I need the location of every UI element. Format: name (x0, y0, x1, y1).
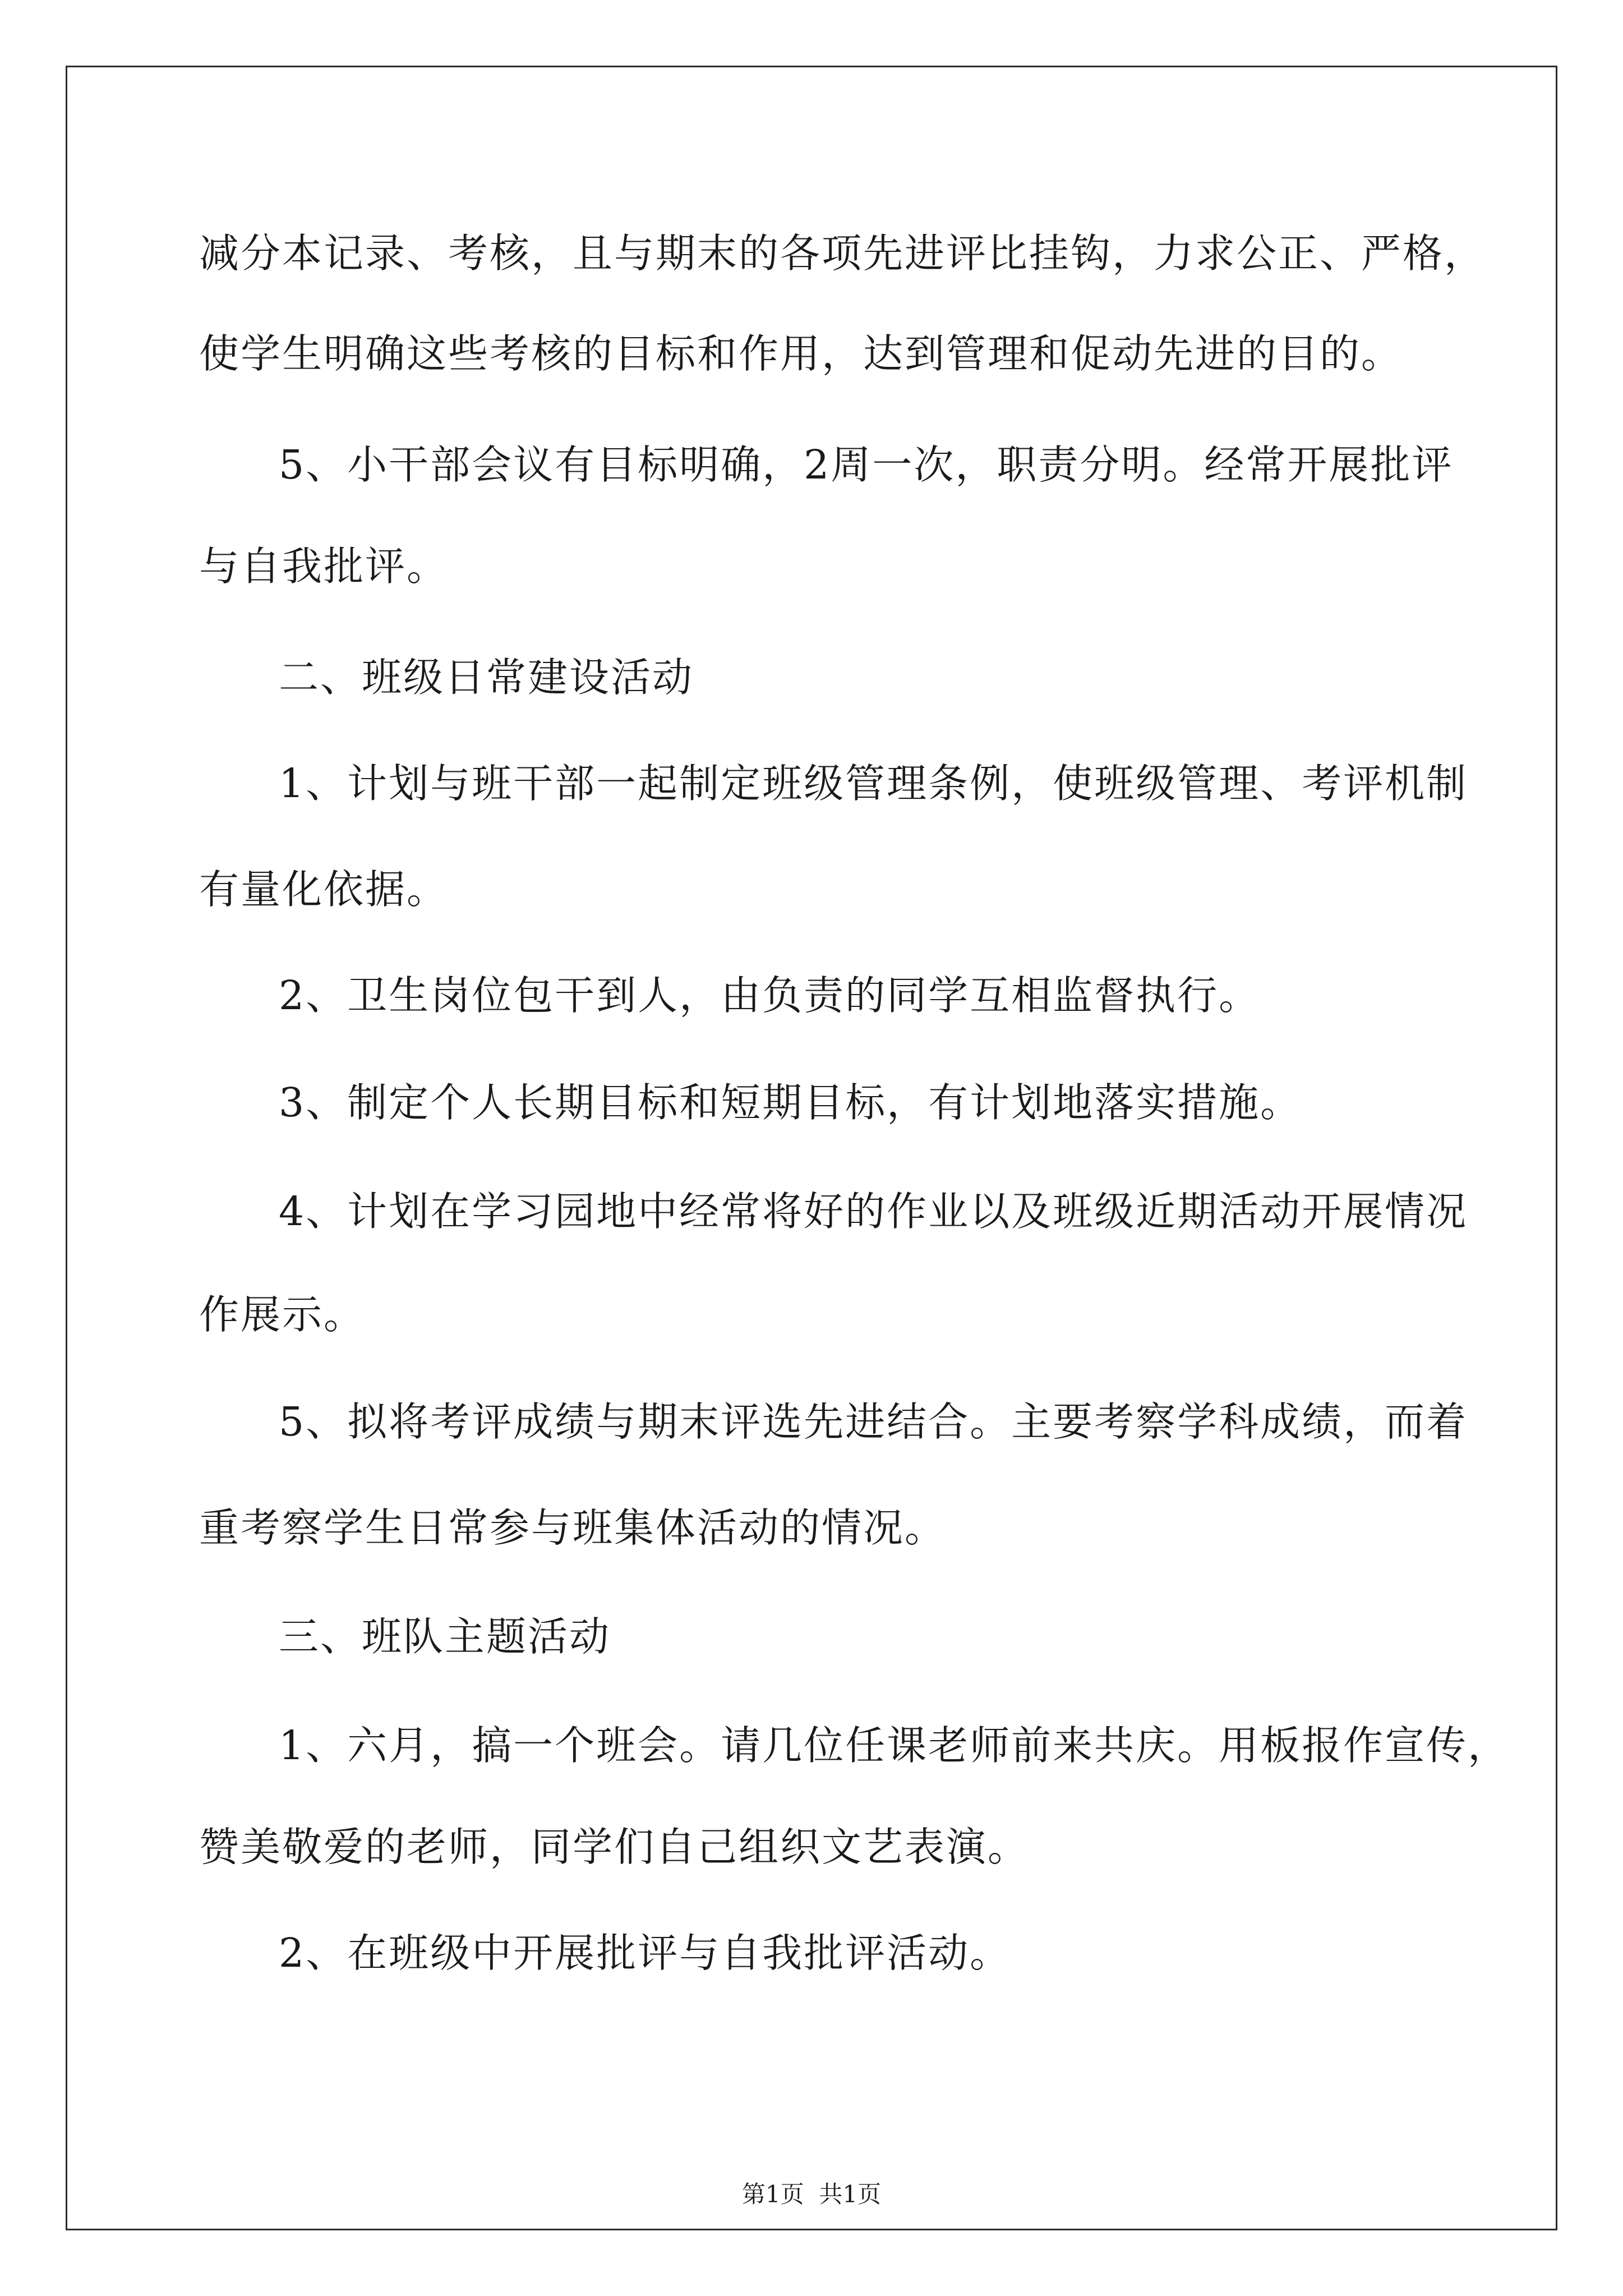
text-line-13: 重考察学生日常参与班集体活动的情况。 (199, 1504, 947, 1551)
text-line-9: 3、制定个人长期目标和短期目标，有计划地落实措施。 (279, 1079, 1302, 1126)
text-line-3: 5、小干部会议有目标明确，2周一次，职责分明。经常开展批评 (279, 441, 1454, 488)
text-line-16: 赞美敬爱的老师，同学们自己组织文艺表演。 (199, 1824, 1030, 1870)
text-line-15: 1、六月，搞一个班会。请几位任课老师前来共庆。用板报作宣传， (279, 1722, 1510, 1769)
text-line-4: 与自我批评。 (199, 543, 449, 590)
page-number-footer: 第1页 共1页 (741, 2180, 882, 2208)
text-line-12: 5、拟将考评成绩与期末评选先进结合。主要考察学科成绩，而着 (279, 1398, 1468, 1445)
page-border (66, 66, 1557, 2230)
text-line-10: 4、计划在学习园地中经常将好的作业以及班级近期活动开展情况 (279, 1188, 1468, 1235)
section-heading-3: 三、班队主题活动 (279, 1613, 611, 1660)
text-line-6: 1、计划与班干部一起制定班级管理条例，使班级管理、考评机制 (279, 760, 1468, 807)
text-line-2: 使学生明确这些考核的目标和作用，达到管理和促动先进的目的。 (199, 330, 1403, 377)
text-line-11: 作展示。 (199, 1291, 366, 1338)
text-line-8: 2、卫生岗位包干到人，由负责的同学互相监督执行。 (279, 972, 1261, 1019)
text-line-1: 减分本记录、考核，且与期末的各项先进评比挂钩，力求公正、严格， (199, 230, 1486, 277)
text-line-17: 2、在班级中开展批评与自我批评活动。 (279, 1930, 1012, 1976)
text-line-7: 有量化依据。 (199, 866, 449, 913)
section-heading-2: 二、班级日常建设活动 (279, 654, 694, 701)
